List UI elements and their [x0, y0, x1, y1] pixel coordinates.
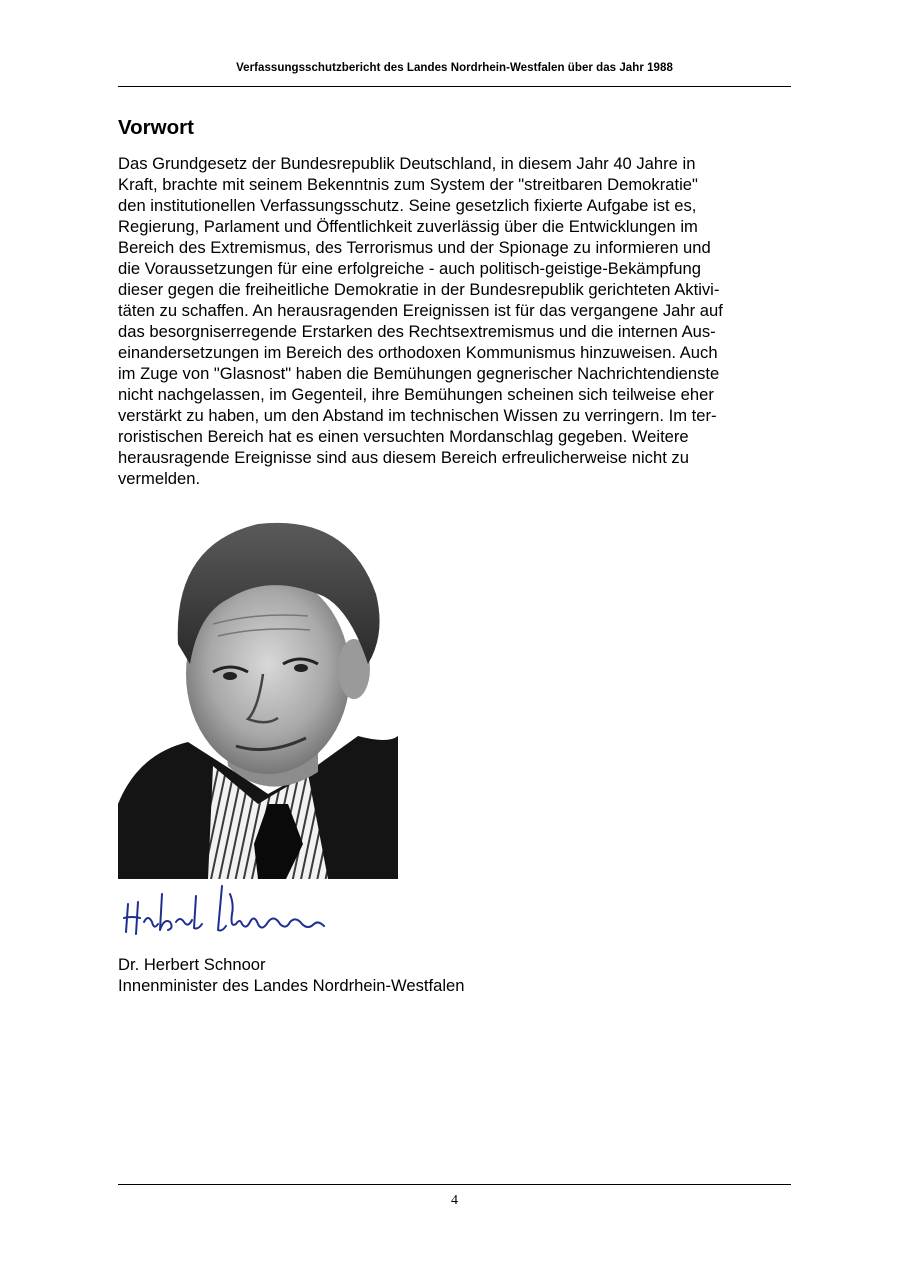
- paragraph-line: nicht nachgelassen, im Gegenteil, ihre Bemühungen scheinen sich teilweise eher: [118, 385, 714, 404]
- paragraph-line: verstärkt zu haben, um den Abstand im technischen Wissen zu verringern. Im ter-: [118, 406, 717, 425]
- handwritten-signature: [118, 874, 338, 944]
- paragraph-line: täten zu schaffen. An herausragenden Ereignissen ist für das vergangene Jahr auf: [118, 301, 723, 320]
- paragraph-line: dieser gegen die freiheitliche Demokratie in der Bundesrepublik gerichteten Aktivi-: [118, 280, 720, 299]
- author-portrait-photo: [118, 504, 398, 879]
- foreword-paragraph: [118, 153, 791, 489]
- running-header: Verfassungsschutzbericht des Landes Nordrhein-Westfalen über das Jahr 1988: [236, 62, 673, 74]
- author-role: Innenminister des Landes Nordrhein-Westfalen: [118, 976, 465, 995]
- author-block: [118, 954, 465, 996]
- author-name: Dr. Herbert Schnoor: [118, 955, 266, 974]
- paragraph-line: Regierung, Parlament und Öffentlichkeit zuverlässig über die Entwicklungen im: [118, 217, 698, 236]
- paragraph-line: den institutionellen Verfassungsschutz. Seine gesetzlich fixierte Aufgabe ist es,: [118, 196, 697, 215]
- section-title: Vorwort: [118, 116, 194, 139]
- paragraph-line: roristischen Bereich hat es einen versuchten Mordanschlag gegeben. Weitere: [118, 427, 689, 446]
- paragraph-line: Bereich des Extremismus, des Terrorismus und der Spionage zu informieren und: [118, 238, 711, 257]
- page-number: 4: [451, 1193, 458, 1208]
- footer-divider: [118, 1184, 791, 1185]
- paragraph-line: die Voraussetzungen für eine erfolgreiche - auch politisch-geistige-Bekämpfung: [118, 259, 701, 278]
- header-divider: [118, 86, 791, 87]
- paragraph-line: im Zuge von "Glasnost" haben die Bemühungen gegnerischer Nachrichtendienste: [118, 364, 720, 383]
- paragraph-line: Das Grundgesetz der Bundesrepublik Deutschland, in diesem Jahr 40 Jahre in: [118, 154, 696, 173]
- paragraph-line: vermelden.: [118, 469, 201, 488]
- paragraph-line: herausragende Ereignisse sind aus diesem Bereich erfreulicherweise nicht zu: [118, 448, 689, 467]
- paragraph-line: einandersetzungen im Bereich des orthodoxen Kommunismus hinzuweisen. Auch: [118, 343, 718, 362]
- paragraph-line: das besorgniserregende Erstarken des Rechtsextremismus und die internen Aus-: [118, 322, 716, 341]
- paragraph-line: Kraft, brachte mit seinem Bekenntnis zum System der "streitbaren Demokratie": [118, 175, 698, 194]
